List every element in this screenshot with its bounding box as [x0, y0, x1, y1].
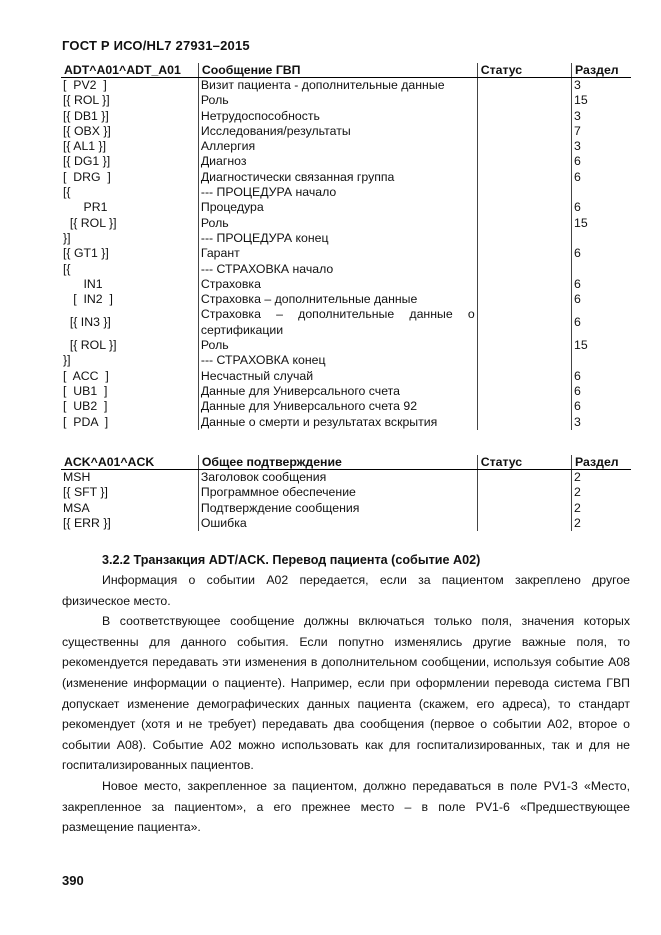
- description-cell: --- ПРОЦЕДУРА начало: [198, 185, 477, 200]
- section-cell: 15: [572, 338, 631, 353]
- adt-segment-table: [61, 63, 631, 430]
- segment-cell: [{ ERR }]: [63, 515, 111, 530]
- segment-cell: [ UB1 ]: [63, 383, 108, 398]
- status-cell: [477, 231, 571, 246]
- column-header-status: Статус: [477, 63, 571, 78]
- paragraph: В соответствующее сообщение должны включаться только поля, значения которых существенны для данного события. Если попутно изменялись другие важные поля, то рекомендуется передавать эти изменения в дополнительном сообщении, используя событие A08 (изменение информации о пациенте). Например, если при оформлении перевода система ГВП допускает изменение демографических данных пациента (скажем, его адреса), то стандарт рекомендует (хотя и не требует) передавать два сообщения (первое о событии A02, второе о событии A08). Событие A02 можно использовать как для госпитализированных, так и для не госпитализированных пациентов.: [62, 614, 630, 773]
- status-cell: [477, 154, 571, 169]
- table-row: [61, 277, 631, 292]
- table-header-row: [61, 455, 631, 470]
- description-cell: Нетрудоспособность: [198, 109, 477, 124]
- description-cell: Программное обеспечение: [198, 485, 477, 500]
- status-cell: [477, 415, 571, 430]
- status-cell: [477, 307, 571, 338]
- table-row: [61, 154, 631, 169]
- section-cell: 3: [572, 139, 631, 154]
- table-row: [61, 415, 631, 430]
- segment-cell: [ DRG ]: [63, 169, 111, 184]
- table-row: [61, 246, 631, 261]
- section-cell: 6: [572, 200, 631, 215]
- column-header-description: Общее подтверждение: [198, 455, 477, 470]
- section-cell: 2: [572, 485, 631, 500]
- segment-cell: [ PV2 ]: [63, 78, 107, 92]
- segment-cell: [{ AL1 }]: [63, 139, 107, 154]
- status-cell: [477, 353, 571, 368]
- status-cell: [477, 170, 571, 185]
- description-cell: Данные для Универсального счета 92: [198, 399, 477, 414]
- status-cell: [477, 470, 571, 486]
- description-cell: Диагностически связанная группа: [198, 170, 477, 185]
- table-row: [61, 124, 631, 139]
- segment-cell: [ IN2 ]: [63, 292, 113, 307]
- section-cell: 2: [572, 470, 631, 486]
- segment-cell: IN1: [63, 276, 103, 291]
- section-cell: 15: [572, 93, 631, 108]
- section-cell: 7: [572, 124, 631, 139]
- description-cell: Аллергия: [198, 139, 477, 154]
- description-cell: Страховка: [198, 277, 477, 292]
- column-header-message: ACK^A01^ACK: [61, 455, 198, 470]
- section-cell: 6: [572, 399, 631, 414]
- table-header-row: [61, 63, 631, 78]
- description-cell: Исследования/результаты: [198, 124, 477, 139]
- section-title: 3.2.2 Транзакция ADT/ACK. Перевод пациента (событие A02): [102, 553, 481, 567]
- segment-cell: [{ IN3 }]: [63, 315, 111, 330]
- table-row: [61, 93, 631, 108]
- segment-cell: [ PDA ]: [63, 414, 109, 429]
- segment-cell: [{ OBX }]: [63, 123, 111, 138]
- status-cell: [477, 485, 571, 500]
- column-header-description: Сообщение ГВП: [198, 63, 477, 78]
- status-cell: [477, 93, 571, 108]
- section-cell: [572, 185, 631, 200]
- table-row: [61, 200, 631, 215]
- table-row: [61, 516, 631, 531]
- segment-cell: [{ ROL }]: [63, 93, 110, 108]
- section-cell: [572, 231, 631, 246]
- description-cell: Страховка – дополнительные данные: [198, 292, 477, 307]
- section-cell: 6: [572, 307, 631, 338]
- table-row: [61, 369, 631, 384]
- status-cell: [477, 399, 571, 414]
- status-cell: [477, 277, 571, 292]
- table-row: [61, 470, 631, 486]
- status-cell: [477, 109, 571, 124]
- section-cell: 6: [572, 246, 631, 261]
- section-cell: [572, 262, 631, 277]
- status-cell: [477, 124, 571, 139]
- table-row: [61, 501, 631, 516]
- table-row: [61, 109, 631, 124]
- segment-cell: PR1: [63, 200, 108, 215]
- segment-cell: [{: [63, 261, 71, 276]
- table-row: [61, 338, 631, 353]
- table-row: [61, 216, 631, 231]
- segment-cell: [{ DG1 }]: [63, 154, 111, 169]
- section-cell: 3: [572, 78, 631, 94]
- description-cell: Роль: [198, 338, 477, 353]
- description-cell: Диагноз: [198, 154, 477, 169]
- status-cell: [477, 139, 571, 154]
- section-body: [62, 570, 630, 838]
- segment-cell: [{ ROL }]: [63, 338, 117, 353]
- document-header: ГОСТ Р ИСО/HL7 27931–2015: [62, 38, 250, 53]
- status-cell: [477, 501, 571, 516]
- column-header-message: ADT^A01^ADT_A01: [61, 63, 198, 78]
- segment-cell: [{ ROL }]: [63, 215, 117, 230]
- column-header-section: Раздел: [572, 63, 631, 78]
- section-cell: 6: [572, 170, 631, 185]
- description-cell: --- ПРОЦЕДУРА конец: [198, 231, 477, 246]
- status-cell: [477, 516, 571, 531]
- segment-cell: [{: [63, 185, 71, 200]
- description-cell: Гарант: [198, 246, 477, 261]
- status-cell: [477, 262, 571, 277]
- description-cell: Процедура: [198, 200, 477, 215]
- description-cell: Роль: [198, 216, 477, 231]
- table-row: [61, 139, 631, 154]
- section-cell: 6: [572, 277, 631, 292]
- status-cell: [477, 384, 571, 399]
- table-row: [61, 485, 631, 500]
- segment-cell: [ ACC ]: [63, 368, 109, 383]
- table-row: [61, 231, 631, 246]
- description-cell: Заголовок сообщения: [198, 470, 477, 486]
- table-row: [61, 384, 631, 399]
- paragraph: Новое место, закрепленное за пациентом, должно передаваться в поле PV1-3 «Место, закрепленное за пациентом», а его прежнее место – в поле PV1-6 «Предшествующее размещение пациента».: [62, 778, 630, 835]
- description-cell: Подтверждение сообщения: [198, 501, 477, 516]
- segment-cell: }]: [63, 230, 71, 245]
- status-cell: [477, 200, 571, 215]
- status-cell: [477, 185, 571, 200]
- description-cell: Несчастный случай: [198, 369, 477, 384]
- table-row: [61, 185, 631, 200]
- table-row: [61, 78, 631, 94]
- section-cell: 2: [572, 516, 631, 531]
- description-cell: --- СТРАХОВКА начало: [198, 262, 477, 277]
- description-cell: Роль: [198, 93, 477, 108]
- status-cell: [477, 216, 571, 231]
- description-cell: --- СТРАХОВКА конец: [198, 353, 477, 368]
- table-row: [61, 399, 631, 414]
- description-cell: Данные для Универсального счета: [198, 384, 477, 399]
- paragraph: Информация о событии A02 передается, если за пациентом закреплено другое физическое место.: [62, 573, 630, 608]
- table-row: [61, 170, 631, 185]
- ack-segment-table: [61, 455, 631, 531]
- segment-cell: [{ DB1 }]: [63, 108, 109, 123]
- section-cell: 6: [572, 369, 631, 384]
- page-number: 390: [62, 873, 84, 888]
- status-cell: [477, 369, 571, 384]
- description-cell: Данные о смерти и результатах вскрытия: [198, 415, 477, 430]
- table-row: [61, 292, 631, 307]
- table-row: [61, 262, 631, 277]
- section-cell: 6: [572, 292, 631, 307]
- description-cell: Ошибка: [198, 516, 477, 531]
- status-cell: [477, 246, 571, 261]
- segment-cell: MSH: [63, 470, 91, 484]
- column-header-status: Статус: [477, 455, 571, 470]
- segment-cell: [{ SFT }]: [63, 485, 108, 500]
- column-header-section: Раздел: [572, 455, 631, 470]
- segment-cell: }]: [63, 353, 71, 368]
- segment-cell: [ UB2 ]: [63, 399, 108, 414]
- segment-cell: MSA: [63, 500, 90, 515]
- section-cell: 15: [572, 216, 631, 231]
- section-cell: 6: [572, 384, 631, 399]
- table-row: [61, 353, 631, 368]
- section-cell: 2: [572, 501, 631, 516]
- status-cell: [477, 292, 571, 307]
- section-cell: [572, 353, 631, 368]
- segment-cell: [{ GT1 }]: [63, 246, 109, 261]
- description-cell: Визит пациента - дополнительные данные: [198, 78, 477, 94]
- status-cell: [477, 338, 571, 353]
- section-cell: 3: [572, 415, 631, 430]
- section-cell: 6: [572, 154, 631, 169]
- status-cell: [477, 78, 571, 94]
- section-cell: 3: [572, 109, 631, 124]
- description-cell: Страховка – дополнительные данные о сертификации: [198, 307, 477, 338]
- table-row: [61, 307, 631, 338]
